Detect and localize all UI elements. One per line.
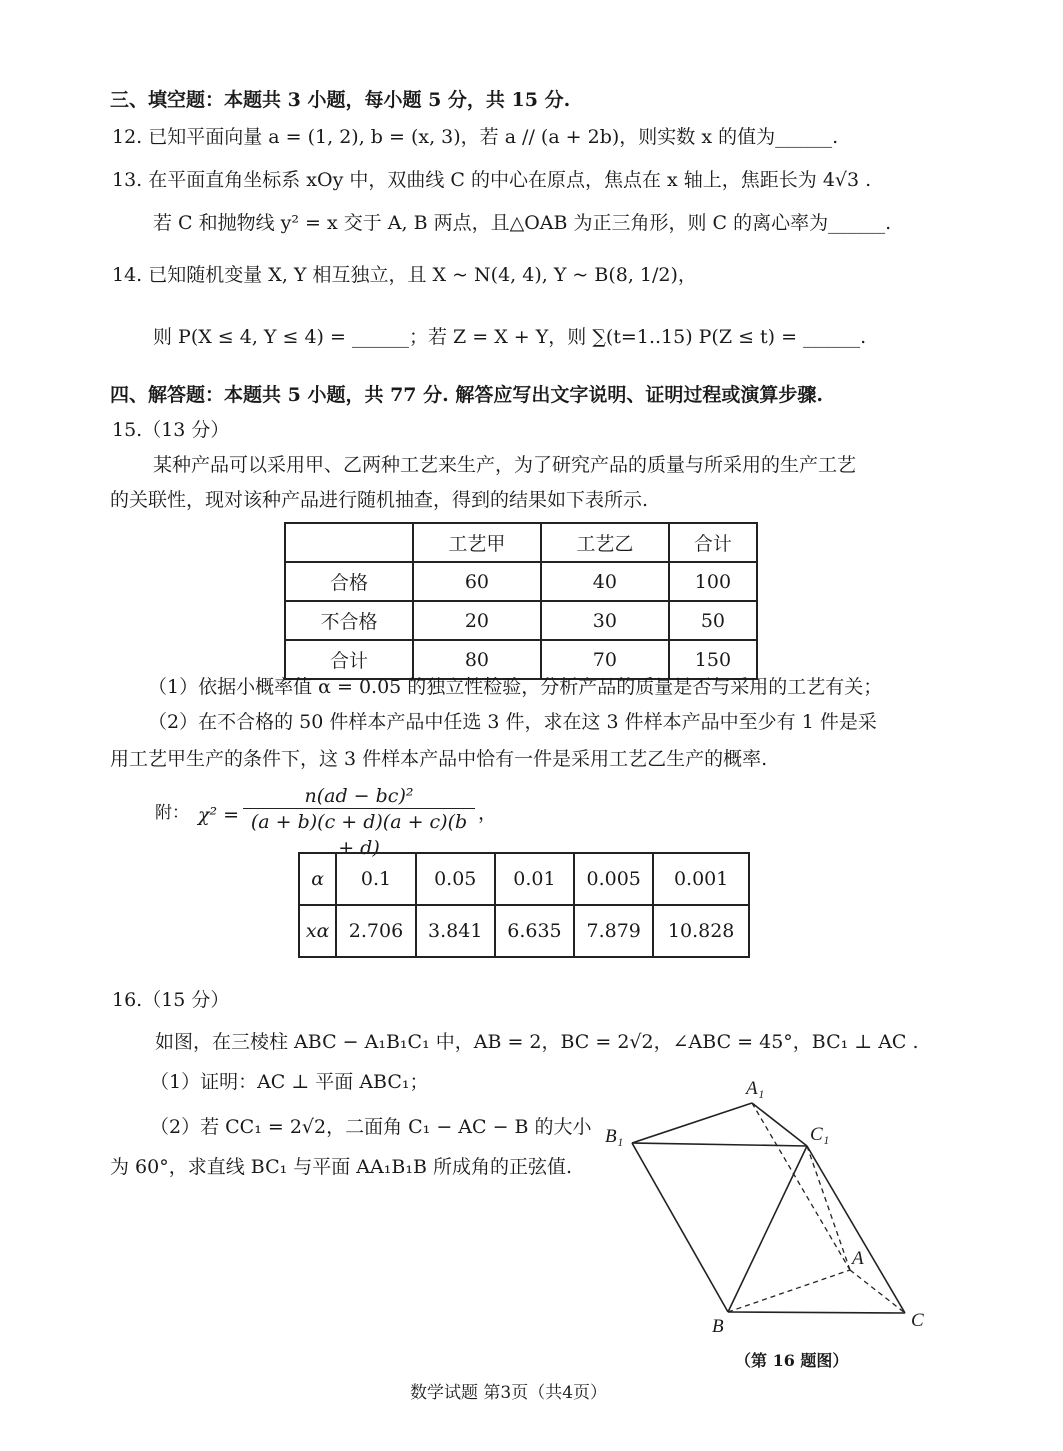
table-cell: 0.005 [574,853,653,905]
table-cell: 合格 [285,562,413,601]
table-cell: α [299,853,336,905]
table-cell: 20 [413,601,541,640]
formula-denominator: (a + b)(c + d)(a + c)(b + d) [250,811,468,859]
table-cell: 7.879 [574,905,653,957]
table-cell: 100 [669,562,757,601]
question-13-line2: 若 C 和抛物线 y² = x 交于 A, B 两点，且△OAB 为正三角形，则 C 的离心率为______. [153,212,892,234]
table-cell: 不合格 [285,601,413,640]
table-cell: 50 [669,601,757,640]
question-12: 12. 已知平面向量 a = (1, 2), b = (x, 3)，若 a // (a + 2b)，则实数 x 的值为______. [112,126,839,148]
question-15-sub2-line1: （2）在不合格的 50 件样本产品中任选 3 件，求在这 3 件样本产品中至少有 1 件是采 [148,711,877,733]
edge-a1-a [752,1103,850,1270]
table-cell: 3.841 [416,905,495,957]
vertex-label-a1: A₁ [746,1078,765,1099]
table-cell: 60 [413,562,541,601]
question-16-sub1: （1）证明：AC ⊥ 平面 ABC₁； [150,1071,429,1093]
question-14-line2: 则 P(X ≤ 4, Y ≤ 4) = ______；若 Z = X + Y，则 ∑(t=1..15) P(Z ≤ t) = ______. [153,326,867,348]
edge-c1-c [807,1146,905,1313]
table-cell: 10.828 [653,905,749,957]
formula-end: ， [478,802,498,824]
edge-b-c [728,1312,905,1313]
question-16-title: 16.（15 分） [112,989,230,1011]
question-15-para1: 某种产品可以采用甲、乙两种工艺来生产，为了研究产品的质量与所采用的生产工艺 [153,454,857,476]
vertex-label-b: B [712,1316,724,1337]
edge-c1-b [728,1146,807,1312]
table-cell: 150 [669,640,757,679]
section4-heading: 四、解答题：本题共 5 小题，共 77 分. 解答应写出文字说明、证明过程或演算步骤. [110,384,823,406]
table-cell: 70 [541,640,669,679]
question-16-sub2-line2: 为 60°，求直线 BC₁ 与平面 AA₁B₁B 所成角的正弦值. [110,1156,572,1178]
vertex-label-a: A [852,1248,864,1269]
table-cell: 2.706 [336,905,415,957]
question-15-sub2-line2: 用工艺甲生产的条件下，这 3 件样本产品中恰有一件是采用工艺乙生产的概率. [110,748,768,770]
figure-caption: （第 16 题图） [735,1351,849,1370]
table-cell: 80 [413,640,541,679]
question-13-line1: 13. 在平面直角坐标系 xOy 中，双曲线 C 的中心在原点，焦点在 x 轴上，焦距长为 4√3 . [112,169,872,191]
table-cell: 0.1 [336,853,415,905]
question-15-sub1: （1）依据小概率值 α = 0.05 的独立性检验，分析产品的质量是否与采用的工艺有关； [148,676,883,698]
table-cell: 0.05 [416,853,495,905]
formula-lhs: χ² = [198,804,240,826]
table-cell: 30 [541,601,669,640]
edge-b1-c1 [632,1143,807,1146]
edge-a1-b1 [632,1103,752,1143]
table-cell: 6.635 [495,905,574,957]
edge-a1-c1 [752,1103,807,1146]
table-cell: 0.001 [653,853,749,905]
question-16-sub2-line1: （2）若 CC₁ = 2√2，二面角 C₁ − AC − B 的大小 [150,1116,592,1138]
question-16-para1: 如图，在三棱柱 ABC − A₁B₁C₁ 中，AB = 2，BC = 2√2，∠ABC = 45°，BC₁ ⊥ AC . [155,1031,919,1053]
question-15-title: 15.（13 分） [112,419,230,441]
vertex-label-c1: C₁ [810,1124,830,1145]
table-cell: 工艺乙 [541,523,669,562]
formula-numerator: n(ad − bc)² [243,784,475,809]
table-cell: 工艺甲 [413,523,541,562]
formula-label: 附： [155,803,189,823]
vertex-label-b1: B₁ [605,1126,624,1147]
page-footer: 数学试题 第3页（共4页） [410,1383,608,1403]
table-cell: 40 [541,562,669,601]
table-cell: 0.01 [495,853,574,905]
table-cell: 合计 [669,523,757,562]
question-15-para2: 的关联性，现对该种产品进行随机抽查，得到的结果如下表所示. [110,489,649,511]
vertex-label-c: C [911,1310,924,1331]
table-cell: 合计 [285,640,413,679]
edge-b-a [728,1270,850,1312]
question-14-line1: 14. 已知随机变量 X, Y 相互独立，且 X ~ N(4, 4), Y ~ B(8, 1/2)， [112,264,697,286]
table-cell: xα [299,905,336,957]
section3-heading: 三、填空题：本题共 3 小题，每小题 5 分，共 15 分. [110,89,571,111]
edge-b1-b [632,1143,728,1312]
edge-a-c [850,1270,905,1313]
